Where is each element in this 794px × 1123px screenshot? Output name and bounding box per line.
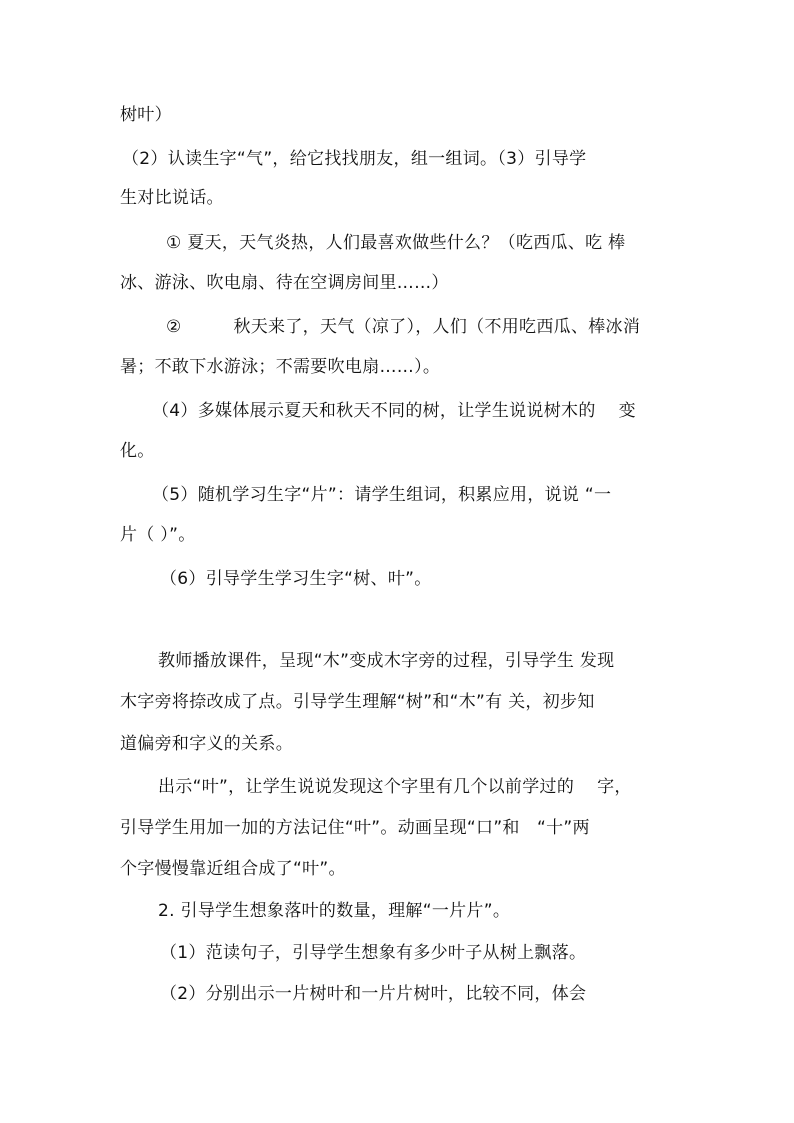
text-line: 个字慢慢靠近组合成了“叶”。 [120,859,346,879]
text-line: （1）范读句子，引导学生想象有多少叶子从树上飘落。 [160,943,587,963]
text-line: 生对比说话。 [120,188,224,208]
text-line: 木字旁将捺改成了点。引导学生理解“树”和“木”有 关，初步知 [120,692,595,712]
text-line: 道偏旁和字义的关系。 [120,734,293,754]
text-line: （2）分别出示一片树叶和一片片树叶，比较不同，体会 [160,984,587,1004]
text-line: 化。 [120,441,155,461]
text-line: ① 夏天，天气炎热，人们最喜欢做些什么？（吃西瓜、吃 棒 [166,233,626,253]
text-line: 2. 引导学生想象落叶的数量，理解“一片片”。 [158,901,511,921]
text-line: 树叶） [120,105,172,125]
text-line: ② 秋天来了，天气（凉了），人们（不用吃西瓜、棒冰消 [166,317,641,337]
text-line: 引导学生用加一加的方法记住“叶”。动画呈现“口”和 “十”两 [120,818,590,838]
text-line: 片（ ）”。 [120,525,196,545]
text-line: （6）引导学生学习生字“树、叶”。 [160,569,432,589]
text-line: 教师播放课件，呈现“木”变成木字旁的过程，引导学生 发现 [158,651,615,671]
text-line: （4）多媒体展示夏天和秋天不同的树，让学生说说树木的 变 [152,401,636,421]
text-line: 冰、游泳、吹电扇、待在空调房间里……） [120,273,449,293]
text-line: 出示“叶”，让学生说说发现这个字里有几个以前学过的 字， [158,777,632,797]
text-line: （2）认读生字“气”，给它找找朋友，组一组词。（3）引导学 [122,149,587,169]
text-line: 暑；不敢下水游泳；不需要吹电扇……）。 [120,357,441,377]
text-line: （5）随机学习生字“片”：请学生组词，积累应用，说说 “一 [152,485,612,505]
